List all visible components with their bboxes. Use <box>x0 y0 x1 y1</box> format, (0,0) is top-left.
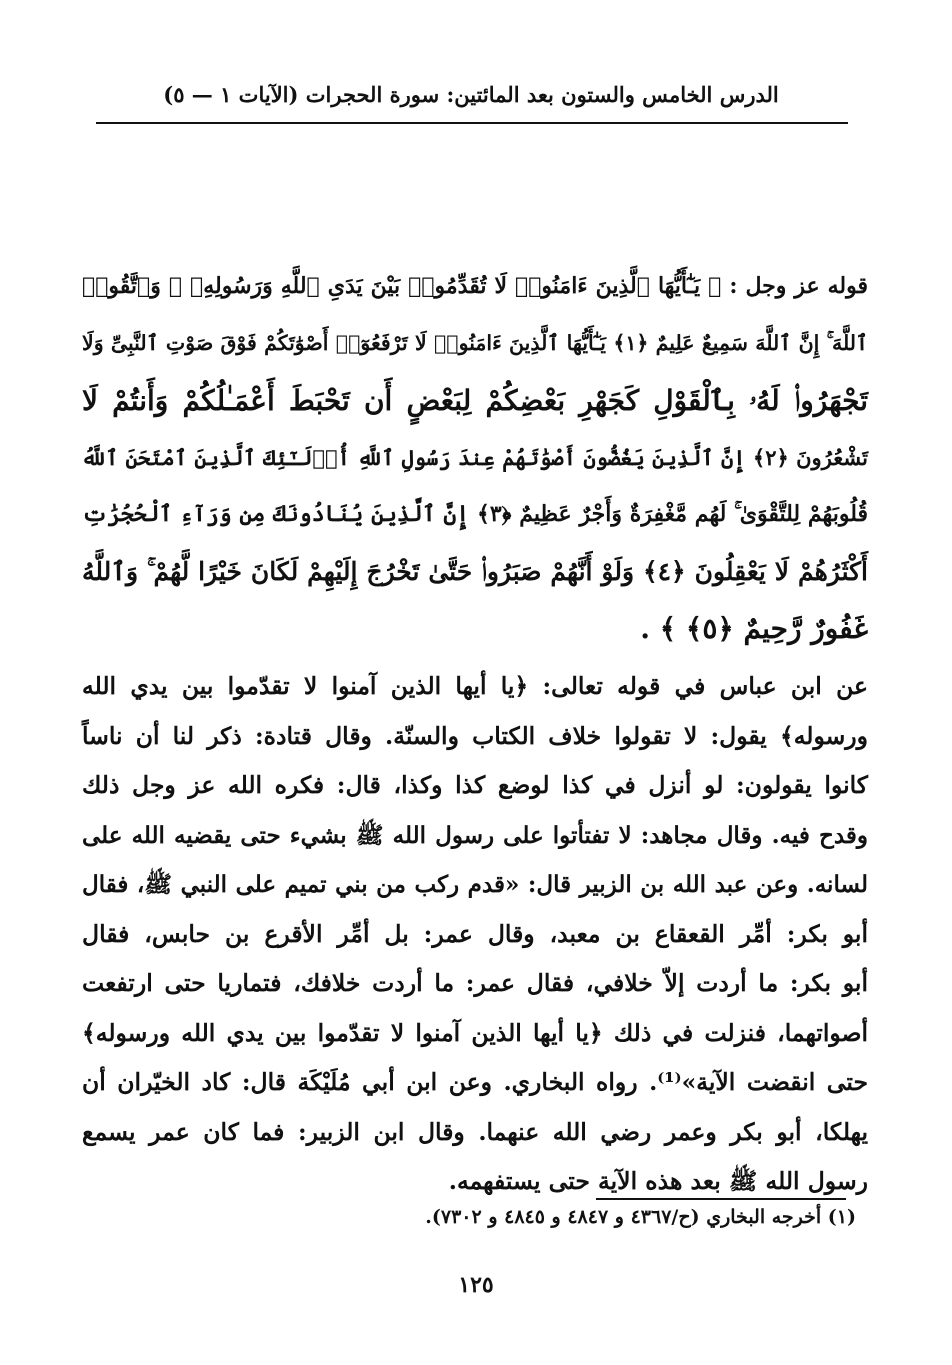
verse-line: تَجْهَرُوا۟ لَهُۥ بِٱلْقَوْلِ كَجَهْرِ بَعْضِكُمْ لِبَعْضٍ أَن تَحْبَطَ أَعْمَـٰلُكُمْ وَأَنتُمْ لَا <box>82 384 868 417</box>
commentary-paragraph <box>82 662 868 1207</box>
verse-line: ٱللَّهَ ۚ إِنَّ ٱللَّهَ سَمِيعٌ عَلِيمٌ ﴿١﴾ يَـٰٓأَيُّهَا ٱلَّذِينَ ءَامَنُوا۟ لَا تَرْفَعُوٓا۟ أَصْوَٰتَكُمْ فَوْقَ صَوْتِ ٱلنَّبِىِّ وَلَا <box>82 331 868 355</box>
verse-line: أَكْثَرُهُمْ لَا يَعْقِلُونَ ﴿٤﴾ وَلَوْ أَنَّهُمْ صَبَرُوا۟ حَتَّىٰ تَخْرُجَ إِلَيْهِمْ لَكَانَ خَيْرًا لَّهُمْ ۚ وَٱللَّهُ <box>82 557 868 586</box>
verse-line: تَشْعُرُونَ ﴿٢﴾ إِنَّ ٱلَّذِينَ يَغُضُّونَ أَصْوَٰتَهُمْ عِندَ رَسُولِ ٱللَّهِ أُو۟لَـٰٓئِكَ ٱلَّذِينَ ٱمْتَحَنَ ٱللَّهُ <box>81 445 868 470</box>
commentary-line: عن ابن عباس في قوله تعالى: ﴿يا أيها الذين آمنوا لا تقدّموا بين يدي الله <box>82 672 868 700</box>
verse-line: قوله عز وجل : ﴿ يَـٰٓأَيُّهَا ٱلَّذِينَ ءَامَنُوا۟ لَا تُقَدِّمُوا۟ بَيْنَ يَدَىِ ٱللَّهِ وَرَسُولِهِۦ ۖ وَٱتَّقُوا۟ <box>82 273 868 299</box>
commentary-line: ورسوله﴾ يقول: لا تقولوا خلاف الكتاب والسنّة. وقال قتادة: ذكر لنا أن ناساً <box>82 721 868 750</box>
commentary-line: رسول الله ﷺ بعد هذه الآية حتى يستفهمه. <box>448 1167 868 1195</box>
footnote: (١) أخرجه البخاري (ح/٤٣٦٧ و ٤٨٤٧ و ٤٨٤٥ و ٧٣٠٢). <box>425 1206 856 1228</box>
header-divider <box>96 122 848 124</box>
footnote-divider <box>596 1198 846 1200</box>
running-header: الدرس الخامس والستون بعد المائتين: سورة الحجرات (الآيات ١ — ٥) <box>163 82 779 107</box>
commentary-line: وقدح فيه. وقال مجاهد: لا تفتأتوا على رسول الله ﷺ بشيء حتى يقضيه الله على <box>82 821 868 849</box>
commentary-line: أصواتهما، فنزلت في ذلك ﴿يا أيها الذين آمنوا لا تقدّموا بين يدي الله ورسوله﴾ <box>82 1018 868 1047</box>
commentary-line: كانوا يقولون: لو أنزل في كذا لوضع كذا وكذا، قال: فكره الله عز وجل ذلك <box>82 771 868 799</box>
commentary-line: حتى انقضت الآية»⁽¹⁾. رواه البخاري. وعن ابن أبي مُلَيْكَة قال: كاد الخيّران أن <box>82 1068 868 1096</box>
commentary-line: يهلكا، أبو بكر وعمر رضي الله عنهما. وقال ابن الزبير: فما كان عمر يسمع <box>82 1117 868 1146</box>
page-number: ١٢٥ <box>458 1272 494 1298</box>
verse-line: قُلُوبَهُمْ لِلتَّقْوَىٰ ۚ لَهُم مَّغْفِرَةٌ وَأَجْرٌ عَظِيمٌ ﴿٣﴾ إِنَّ ٱلَّذِينَ يُنَادُونَكَ مِن وَرَآءِ ٱلْحُجُرَٰتِ <box>82 501 868 527</box>
quran-verse-block <box>82 258 868 657</box>
verse-line: غَفُورٌ رَّحِيمٌ ﴿٥﴾ ﴾ . <box>640 612 868 645</box>
commentary-line: لسانه. وعن عبد الله بن الزبير قال: «قدم ركب من بني تميم على النبي ﷺ، فقال <box>82 871 868 898</box>
commentary-line: أبو بكر: ما أردت إلاّ خلافي، فقال عمر: ما أردت خلافك، فتماريا حتى ارتفعت <box>82 969 868 997</box>
commentary-line: أبو بكر: أمِّر القعقاع بن معبد، وقال عمر: بل أمِّر الأقرع بن حابس، فقال <box>82 919 868 948</box>
